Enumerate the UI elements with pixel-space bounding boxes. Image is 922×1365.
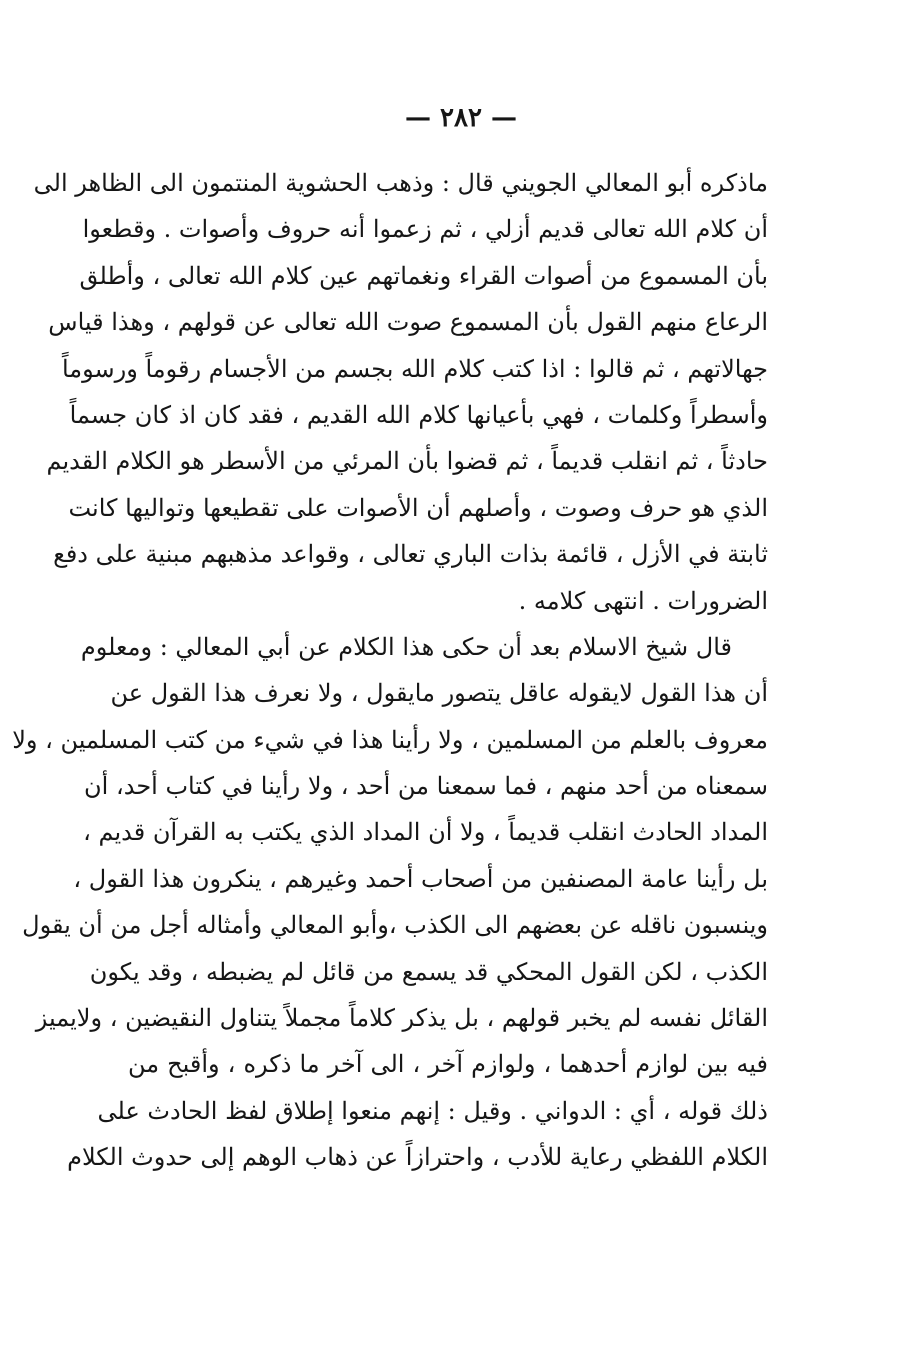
- text-line: ماذكره أبو المعالي الجويني قال : وذهب الحشوية المنتمون الى الظاهر الى: [33, 169, 768, 197]
- text-line: أن كلام الله تعالى قديم أزلي ، ثم زعموا أنه حروف وأصوات . وقطعوا: [82, 215, 768, 244]
- body-text: [12, 160, 768, 1181]
- text-line: ثابتة في الأزل ، قائمة بذات الباري تعالى ، وقواعد مذهبهم مبنية على دفع: [53, 540, 768, 569]
- paragraph-2: [12, 624, 768, 1181]
- text-line: قال شيخ الاسلام بعد أن حكى هذا الكلام عن أبي المعالي : ومعلوم: [80, 632, 732, 661]
- text-line: الكلام اللفظي رعاية للأدب ، واحترازاً عن ذهاب الوهم إلى حدوث الكلام: [67, 1143, 768, 1172]
- text-line: وأسطراً وكلمات ، فهي بأعيانها كلام الله القديم ، فقد كان اذ كان جسماً: [69, 400, 768, 429]
- text-line: ذلك قوله ، أي : الدواني . وقيل : إنهم منعوا إطلاق لفظ الحادث على: [97, 1096, 768, 1125]
- text-line: الذي هو حرف وصوت ، وأصلهم أن الأصوات على تقطيعها وتواليها كانت: [68, 493, 768, 522]
- text-line: الرعاع منهم القول بأن المسموع صوت الله تعالى عن قولهم ، وهذا قياس: [48, 308, 768, 337]
- text-line: سمعناه من أحد منهم ، فما سمعنا من أحد ، ولا رأينا في كتاب أحد، أن: [84, 772, 768, 801]
- text-line: وينسبون ناقله عن بعضهم الى الكذب ،وأبو المعالي وأمثاله أجل من أن يقول: [22, 911, 768, 940]
- text-line: بل رأينا عامة المصنفين من أصحاب أحمد وغيرهم ، ينكرون هذا القول ،: [73, 864, 768, 893]
- text-line: أن هذا القول لايقوله عاقل يتصور مايقول ، ولا نعرف هذا القول عن: [110, 679, 768, 708]
- text-line: المداد الحادث انقلب قديماً ، ولا أن المداد الذي يكتب به القرآن قديم ،: [83, 818, 768, 847]
- text-line: الكذب ، لكن القول المحكي قد يسمع من قائل لم يضبطه ، وقد يكون: [89, 957, 768, 986]
- page-number: — ٢٨٢ —: [404, 103, 518, 133]
- paragraph-1: [33, 160, 768, 624]
- text-line: جهالاتهم ، ثم قالوا : اذا كتب كلام الله بجسم من الأجسام رقوماً ورسوماً: [61, 354, 768, 383]
- text-line: حادثاً ، ثم انقلب قديماً ، ثم قضوا بأن المرئي من الأسطر هو الكلام القديم: [46, 447, 768, 476]
- text-line: الضرورات . انتهى كلامه .: [518, 586, 768, 615]
- text-line: فيه بين لوازم أحدهما ، ولوازم آخر ، الى آخر ما ذكره ، وأقبح من: [128, 1050, 768, 1079]
- text-line: بأن المسموع من أصوات القراء ونغماتهم عين كلام الله تعالى ، وأطلق: [79, 261, 768, 290]
- text-line: معروف بالعلم من المسلمين ، ولا رأينا هذا في شيء من كتب المسلمين ، ولا: [12, 725, 768, 754]
- text-line: القائل نفسه لم يخبر قولهم ، بل يذكر كلاماً مجملاً يتناول النقيضين ، ولايميز: [35, 1004, 768, 1033]
